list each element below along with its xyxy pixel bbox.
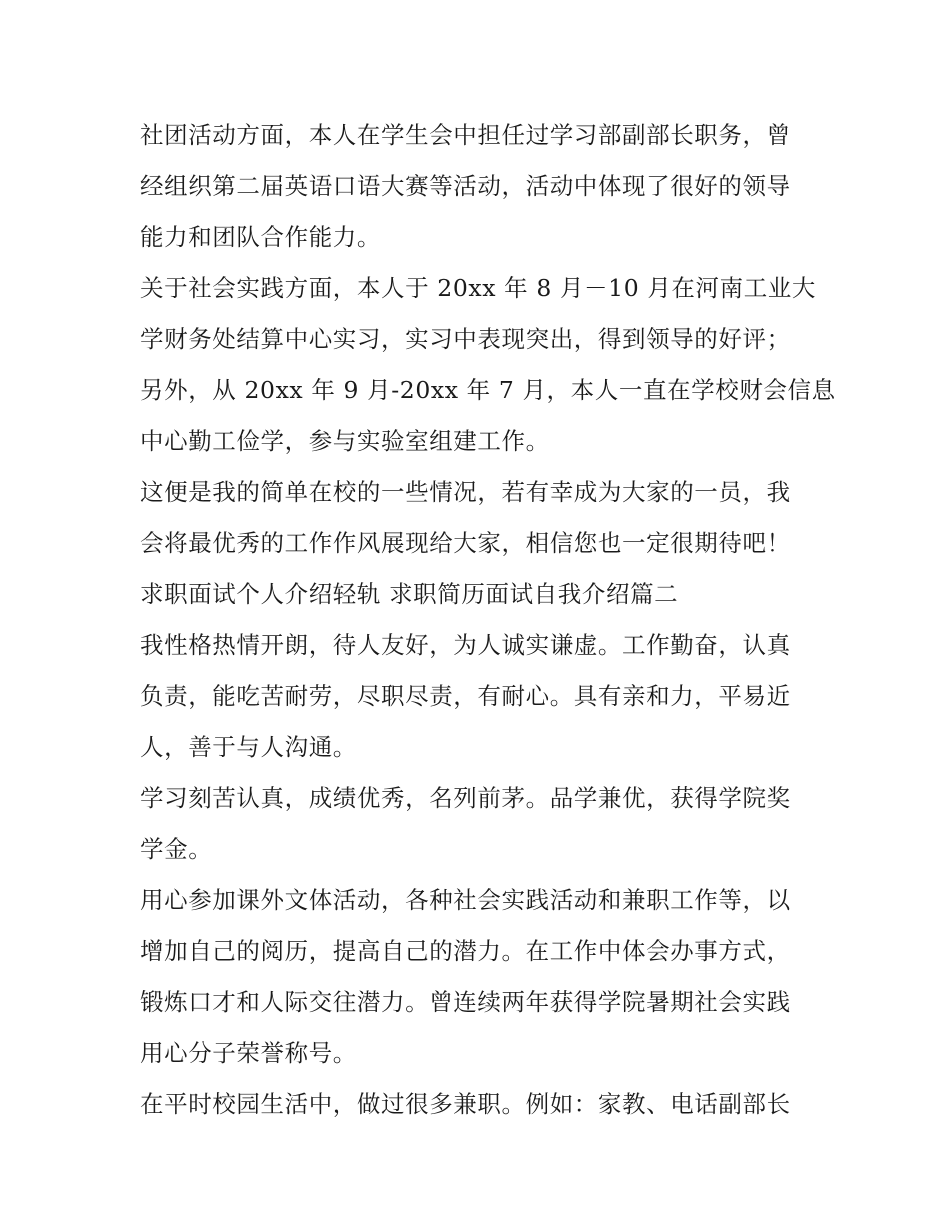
paragraph-club-activities [140, 110, 830, 263]
text-line: 这便是我的简单在校的一些情况，若有幸成为大家的一员，我 [140, 478, 791, 506]
text-line: 学财务处结算中心实习，实习中表现突出，得到领导的好评； [140, 325, 791, 353]
heading-line: 求职面试个人介绍轻轨 求职简历面试自我介绍篇二 [140, 580, 679, 608]
text-line: 增加自己的阅历，提高自己的潜力。在工作中体会办事方式， [140, 937, 791, 965]
paragraph-social-practice [140, 263, 836, 467]
text-line: 在平时校园生活中，做过很多兼职。例如：家教、电话副部长 [140, 1090, 791, 1118]
text-line: 学习刻苦认真，成绩优秀，名列前茅。品学兼优，获得学院奖 [140, 784, 791, 812]
text-line: 我性格热情开朗，待人友好，为人诚实谦虚。工作勤奋，认真 [140, 631, 791, 659]
text-line: 经组织第二届英语口语大赛等活动，活动中体现了很好的领导 [140, 172, 791, 200]
document-body [140, 110, 836, 1130]
paragraph-study [140, 773, 830, 875]
paragraph-extracurricular [140, 875, 830, 1079]
text-line: 会将最优秀的工作作风展现给大家，相信您也一定很期待吧！ [140, 529, 791, 557]
text-line: 锻炼口才和人际交往潜力。曾连续两年获得学院暑期社会实践 [140, 988, 791, 1016]
text-line: 人，善于与人沟通。 [140, 733, 357, 761]
text-line: 社团活动方面，本人在学生会中担任过学习部副部长职务，曾 [140, 121, 791, 149]
text-line: 中心勤工俭学，参与实验室组建工作。 [140, 427, 550, 455]
section-heading [140, 569, 830, 620]
text-line: 关于社会实践方面，本人于 20xx 年 8 月－10 月在河南工业大 [140, 274, 817, 302]
paragraph-personality [140, 620, 830, 773]
text-line: 能力和团队合作能力。 [140, 223, 381, 251]
paragraph-part-time [140, 1079, 830, 1130]
text-line: 学金。 [140, 835, 213, 863]
text-line: 用心参加课外文体活动，各种社会实践活动和兼职工作等，以 [140, 886, 791, 914]
text-line: 另外，从 20xx 年 9 月-20xx 年 7 月，本人一直在学校财会信息 [140, 376, 836, 404]
paragraph-summary [140, 467, 830, 569]
text-line: 用心分子荣誉称号。 [140, 1039, 357, 1067]
text-line: 负责，能吃苦耐劳，尽职尽责，有耐心。具有亲和力，平易近 [140, 682, 791, 710]
